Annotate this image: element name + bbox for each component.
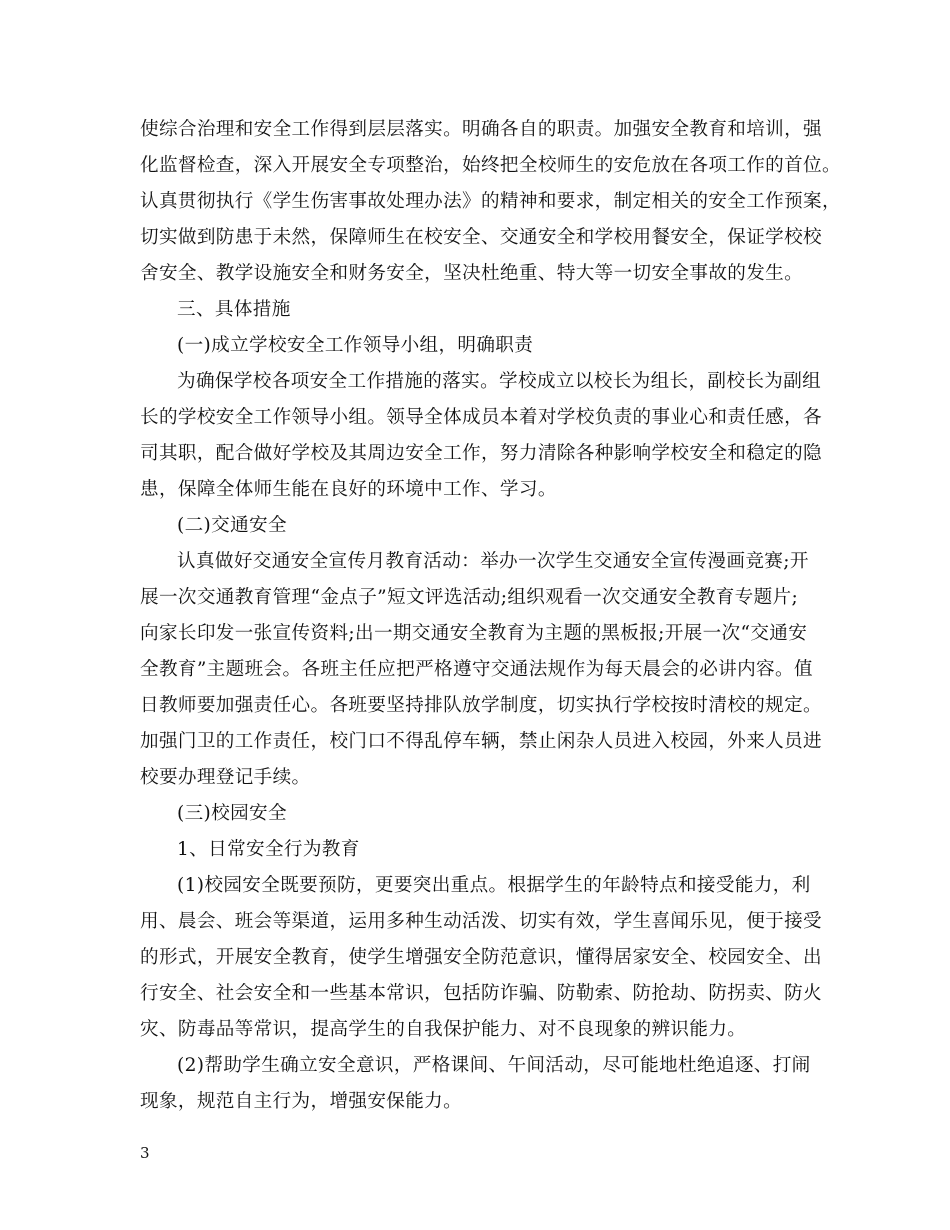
- text-line: 的形式，开展安全教育，使学生增强安全防范意识，懂得居家安全、校园安全、出: [140, 947, 822, 968]
- text-line: 舍安全、教学设施安全和财务安全，坚决杜绝重、特大等一切安全事故的发生。: [140, 263, 804, 284]
- text-line: 展一次交通教育管理“金点子”短文评选活动;组织观看一次交通安全教育专题片;: [140, 587, 799, 608]
- text-line: 患，保障全体师生能在良好的环境中工作、学习。: [140, 479, 557, 500]
- text-line: 日教师要加强责任心。各班要坚持排队放学制度，切实执行学校按时清校的规定。: [140, 695, 822, 716]
- text-line: 灾、防毒品等常识，提高学生的自我保护能力、对不良现象的辨识能力。: [140, 1019, 747, 1040]
- text-line: 全教育”主题班会。各班主任应把严格遵守交通法规作为每天晨会的必讲内容。值: [140, 659, 813, 680]
- text-line: (一)成立学校安全工作领导小组，明确职责: [177, 335, 534, 356]
- text-line: 认真贯彻执行《学生伤害事故处理办法》的精神和要求，制定相关的安全工作预案，: [140, 191, 841, 212]
- text-line: 为确保学校各项安全工作措施的落实。学校成立以校长为组长，副校长为副组: [177, 371, 822, 392]
- text-line: 长的学校安全工作领导小组。领导全体成员本着对学校负责的事业心和责任感，各: [140, 407, 822, 428]
- text-line: 校要办理登记手续。: [140, 767, 311, 788]
- text-line: (三)校园安全: [177, 803, 287, 824]
- text-line: (2)帮助学生确立安全意识，严格课间、午间活动，尽可能地杜绝追逐、打闹: [177, 1055, 811, 1076]
- text-line: 司其职，配合做好学校及其周边安全工作，努力清除各种影响学校安全和稳定的隐: [140, 443, 822, 464]
- page-number: 3: [140, 1144, 150, 1162]
- text-line: (二)交通安全: [177, 515, 287, 536]
- text-line: 向家长印发一张宣传资料;出一期交通安全教育为主题的黑板报;开展一次“交通安: [140, 623, 808, 644]
- text-line: (1)校园安全既要预防，更要突出重点。根据学生的年龄特点和接受能力，利: [177, 875, 811, 896]
- text-line: 化监督检查，深入开展安全专项整治，始终把全校师生的安危放在各项工作的首位。: [140, 155, 841, 176]
- text-line: 使综合治理和安全工作得到层层落实。明确各自的职责。加强安全教育和培训，强: [140, 119, 822, 140]
- text-line: 现象，规范自主行为，增强安保能力。: [140, 1091, 463, 1112]
- text-line: 切实做到防患于未然，保障师生在校安全、交通安全和学校用餐安全，保证学校校: [140, 227, 822, 248]
- text-line: 认真做好交通安全宣传月教育活动：举办一次学生交通安全宣传漫画竞赛;开: [177, 551, 809, 572]
- text-line: 加强门卫的工作责任，校门口不得乱停车辆，禁止闲杂人员进入校园，外来人员进: [140, 731, 822, 752]
- text-line: 用、晨会、班会等渠道，运用多种生动活泼、切实有效，学生喜闻乐见，便于接受: [140, 911, 822, 932]
- text-line: 三、具体措施: [177, 299, 291, 320]
- document-body: [140, 112, 841, 1120]
- text-line: 1、日常安全行为教育: [177, 839, 360, 860]
- text-line: 行安全、社会安全和一些基本常识，包括防诈骗、防勒索、防抢劫、防拐卖、防火: [140, 983, 822, 1004]
